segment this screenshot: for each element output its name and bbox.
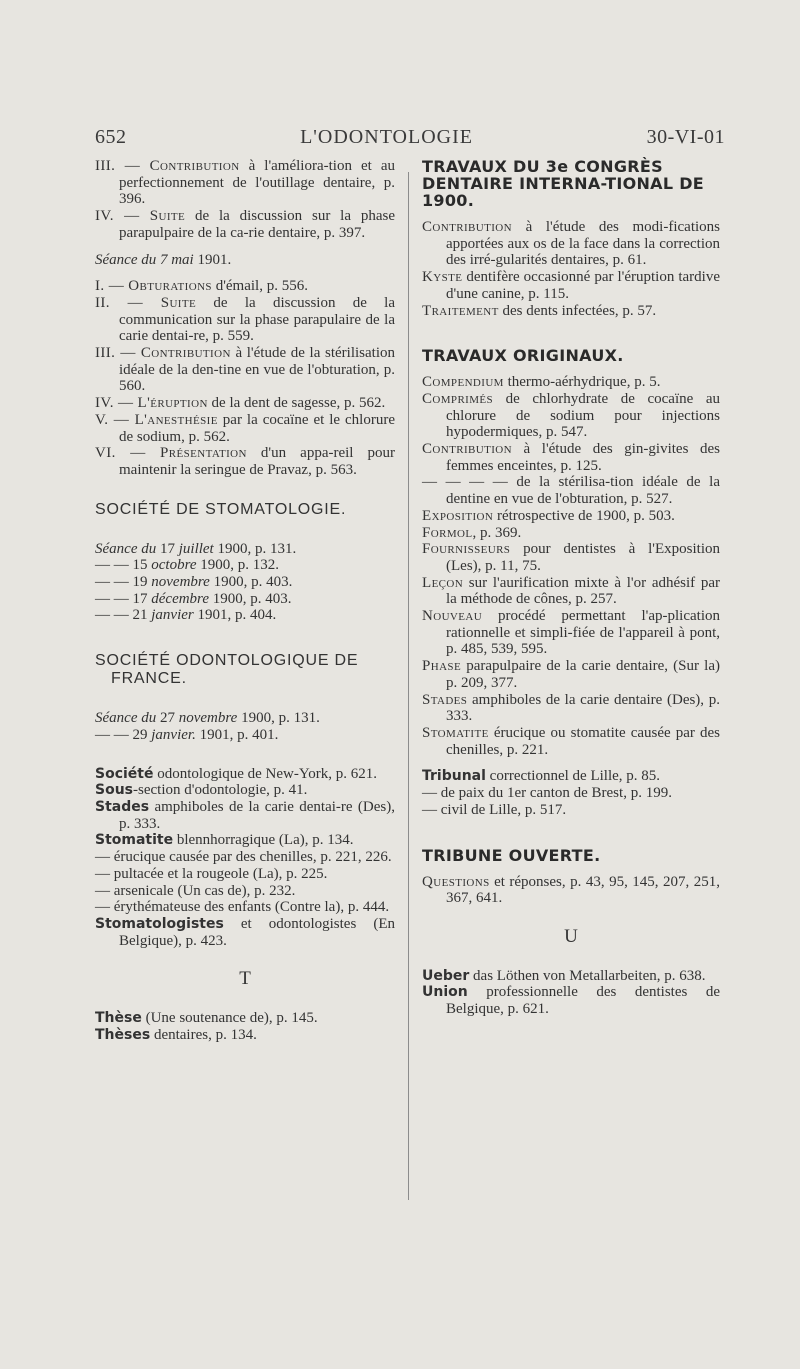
index-entry: Compendium thermo-aérhydrique, p. 5. (422, 374, 661, 391)
index-entry: Phase parapulpaire de la carie dentaire, (Sur la) p. 209, 377. (422, 658, 720, 691)
index-entry: Fournisseurs pour dentistes à l'Exposition (Les), p. 11, 75. (422, 541, 720, 574)
entry-list (422, 768, 720, 818)
index-entry: Stomatologistes et odontologistes (En Belgique), p. 423. (95, 915, 395, 949)
seance-line: — — 17 décembre 1900, p. 403. (95, 590, 292, 607)
seance-line: Séance du 17 juillet 1900, p. 131. (95, 540, 297, 557)
entry-list (422, 874, 720, 907)
index-entry: Tribunal correctionnel de Lille, p. 85. (422, 768, 661, 785)
index-entry: IV. — L'éruption de la dent de sagesse, p. 562. (95, 395, 386, 412)
running-title: L'ODONTOLOGIE (300, 126, 473, 148)
index-entry: Leçon sur l'aurification mixte à l'or adhésif par la méthode de cônes, p. 257. (422, 574, 720, 608)
index-entry: Stades amphiboles de la carie dentaire (Des), p. 333. (422, 691, 720, 725)
entry-list (95, 766, 395, 950)
index-entry: IV. — Suite de la discussion sur la phase parapulpaire de la ca-rie dentaire, p. 397. (95, 208, 395, 241)
index-entry: — — — — de la stérilisa-tion idéale de la dentine en vue de l'obturation, p. 527. (422, 474, 720, 508)
index-entry: Questions et réponses, p. 43, 95, 145, 207, 251, 367, 641. (422, 873, 720, 907)
index-entry: I. — Obturations d'émail, p. 556. (95, 278, 308, 295)
entry-list (95, 1010, 395, 1043)
issue-date: 30-VI-01 (646, 126, 725, 148)
index-entry: Société odontologique de New-York, p. 621. (95, 765, 377, 782)
entry-list (422, 968, 720, 1018)
entry-list (95, 158, 395, 242)
index-entry: — érythémateuse des enfants (Contre la), p. 444. (95, 899, 390, 916)
index-entry: III. — Contribution à l'améliora-tion et au perfectionnement de l'outillage dentaire, p. 396. (95, 158, 395, 208)
column-divider (408, 172, 409, 1200)
index-entry: II. — Suite de la discussion de la communication sur la phase parapulaire de la carie dentai-re, p. 559. (95, 294, 395, 345)
index-entry: III. — Contribution à l'étude de la stérilisation idéale de la den-tine en vue de l'obturation, p. 560. (95, 345, 396, 395)
index-entry: Stomatite érucique ou stomatite causée par des chenilles, p. 221. (422, 724, 720, 758)
seance-line: — — 21 janvier 1901, p. 404. (95, 607, 277, 624)
letter-heading-u: U (564, 925, 578, 947)
section-title-congres: TRAVAUX DU 3e CONGRÈS DENTAIRE INTERNA-TIONAL DE 1900. (422, 157, 705, 210)
index-entry: Thèses dentaires, p. 134. (95, 1026, 257, 1043)
index-entry: Comprimés de chlorhydrate de cocaïne au chlorure de sodium pour injections hypodermiques, p. 547. (422, 390, 720, 441)
section-title-tribune: TRIBUNE OUVERTE. (422, 845, 601, 865)
seance-list (95, 541, 395, 625)
entry-list (422, 374, 720, 758)
index-entry: Union professionnelle des dentistes de Belgique, p. 621. (422, 984, 720, 1018)
index-entry: — civil de Lille, p. 517. (422, 801, 567, 818)
index-entry: Stomatite blennhorragique (La), p. 134. (95, 832, 354, 849)
seance-heading: Séance du 7 mai 1901. (95, 251, 232, 268)
index-entry: Formol, p. 369. (422, 524, 522, 541)
index-entry: Traitement des dents infectées, p. 57. (422, 302, 657, 319)
index-entry: VI. — Présentation d'un appa-reil pour maintenir la seringue de Pravaz, p. 563. (95, 445, 395, 478)
index-entry: — arsenicale (Un cas de), p. 232. (95, 882, 296, 899)
section-title-originaux: TRAVAUX ORIGINAUX. (422, 346, 624, 366)
page-number: 652 (95, 126, 127, 148)
seance-line: — — 29 janvier. 1901, p. 401. (95, 726, 279, 743)
right-column (422, 158, 720, 1018)
left-column (95, 158, 395, 1043)
index-entry: Sous-section d'odontologie, p. 41. (95, 782, 308, 799)
entry-list (95, 278, 395, 478)
seance-line: — — 19 novembre 1900, p. 403. (95, 574, 293, 591)
index-entry: Contribution à l'étude des gin-givites des femmes enceintes, p. 125. (422, 441, 720, 474)
index-entry: — de paix du 1er canton de Brest, p. 199. (422, 785, 672, 802)
seance-line: — — 15 octobre 1900, p. 132. (95, 557, 280, 574)
index-entry: Exposition rétrospective de 1900, p. 503. (422, 507, 675, 524)
seance-line: Séance du 27 novembre 1900, p. 131. (95, 710, 320, 727)
section-title-odontologique: SOCIÉTÉ ODONTOLOGIQUE DE FRANCE. (95, 652, 359, 688)
index-entry: Thèse (Une soutenance de), p. 145. (95, 1010, 318, 1027)
index-entry: Contribution à l'étude des modi-fications apportées aux os de la face dans la correction des irré-gularités dentaires, p. 61. (422, 219, 720, 269)
index-entry: Ueber das Löthen von Metallarbeiten, p. 638. (422, 967, 706, 984)
index-entry: Kyste dentifère occasionné par l'éruption tardive d'une canine, p. 115. (422, 269, 720, 302)
index-entry: — érucique causée par des chenilles, p. 221, 226. (95, 849, 392, 866)
index-entry: Nouveau procédé permettant l'ap-plication rationnelle et simpli-fiée de l'appareil à pont, p. 485, 539, 595. (422, 608, 720, 658)
section-title-stomatologie: SOCIÉTÉ DE STOMATOLOGIE. (95, 500, 347, 518)
index-entry: Stades amphiboles de la carie dentai-re (Des), p. 333. (95, 798, 395, 832)
letter-heading-t: T (239, 968, 251, 990)
seance-list (95, 710, 395, 743)
index-entry: V. — L'anesthésie par la cocaïne et le chlorure de sodium, p. 562. (95, 411, 395, 445)
index-entry: — pultacée et la rougeole (La), p. 225. (95, 865, 328, 882)
page-header (95, 126, 725, 149)
entry-list (422, 219, 720, 319)
